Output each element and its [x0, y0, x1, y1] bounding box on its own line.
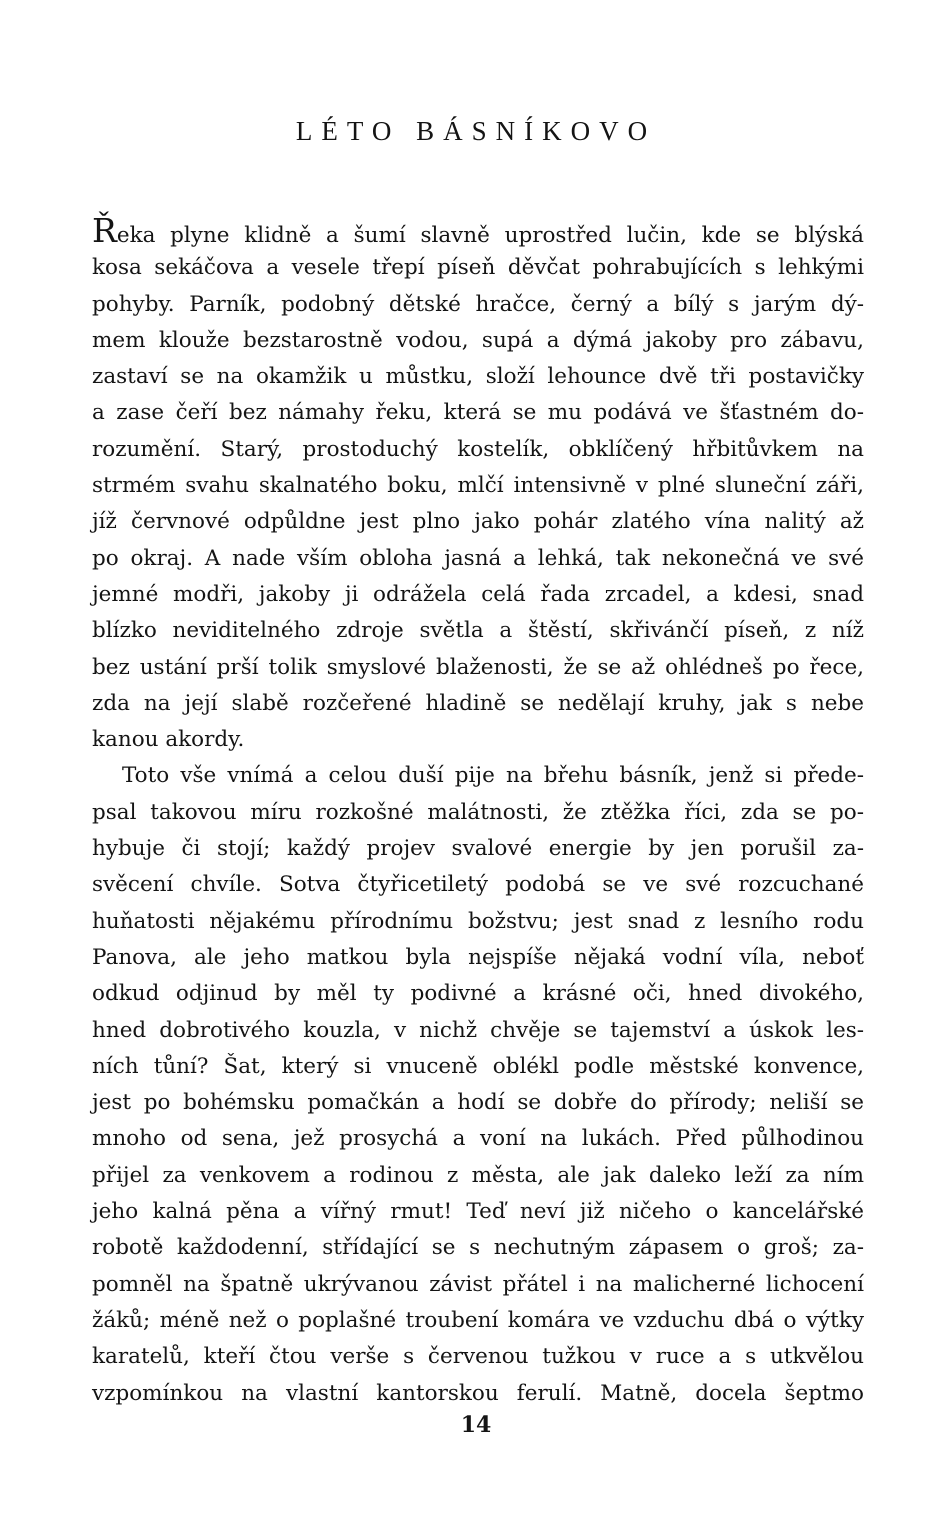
- text-line: mem klouže bezstarostně vodou, supá a dýmá jakoby pro zábavu,: [92, 327, 864, 353]
- text-line: kanou akordy.: [92, 727, 245, 753]
- body-text: [92, 211, 864, 1412]
- text-line: zastaví se na okamžik u můstku, složí lehounce dvě tři postavičky: [92, 364, 864, 390]
- text-line: jest po bohémsku pomačkán a hodí se dobře do přírody; neliší se: [92, 1090, 864, 1116]
- text-line: odkud odjinud by měl ty podivné a krásné oči, hned divokého,: [92, 981, 864, 1007]
- text-line: karatelů, kteří čtou verše s červenou tužkou v ruce a s utkvělou: [92, 1344, 864, 1370]
- text-line: svěcení chvíle. Sotva čtyřicetiletý podobá se ve své rozcuchané: [92, 872, 864, 898]
- text-line: rozumění. Starý, prostoduchý kostelík, obklíčený hřbitůvkem na: [92, 436, 864, 462]
- text-line: bez ustání prší tolik smyslové blaženosti, že se až ohlédneš po řece,: [92, 654, 864, 680]
- text-line: vzpomínkou na vlastní kantorskou ferulí. Matně, docela šeptmo: [92, 1380, 864, 1406]
- text-line: jíž červnové odpůldne jest plno jako pohár zlatého vína nalitý až: [92, 509, 864, 535]
- text-line: ních tůní? Šat, který si vnuceně oblékl podle městské konvence,: [92, 1053, 864, 1079]
- page-number: 14: [460, 1412, 492, 1438]
- text-line: mnoho od sena, jež prosychá a voní na lukách. Před půlhodinou: [92, 1126, 864, 1152]
- text-line: žáků; méně než o poplašné troubení komára ve vzduchu dbá o výtky: [92, 1307, 864, 1333]
- text-line: přijel za venkovem a rodinou z města, ale jak daleko leží za ním: [92, 1162, 864, 1188]
- text-line: Toto vše vnímá a celou duší pije na břehu básník, jenž si přede-: [122, 763, 864, 789]
- text-line: hybuje či stojí; každý projev svalové energie by jen porušil za-: [92, 836, 864, 862]
- text-line: kosa sekáčova a vesele třepí píseň děvčat pohrabujících s lehkými: [92, 255, 864, 281]
- text-line-rest: eka plyne klidně a šumí slavně uprostřed lučin, kde se blýská: [116, 223, 864, 248]
- text-line: blízko neviditelného zdroje světla a štěstí, skřivánčí píseň, z níž: [92, 618, 864, 644]
- text-line: jeho kalná pěna a vířný rmut! Teď neví již ničeho o kancelářské: [92, 1199, 864, 1225]
- text-line: zda na její slabě rozčeřené hladině se nedělají kruhy, jak s nebe: [92, 690, 864, 716]
- chapter-title: LÉTO BÁSNÍKOVO: [295, 116, 657, 146]
- text-line: jemné modři, jakoby ji odrážela celá řada zrcadel, a kdesi, snad: [92, 581, 864, 607]
- text-line: po okraj. A nade vším obloha jasná a lehká, tak nekonečná ve své: [92, 545, 864, 571]
- text-line: strmém svahu skalnatého boku, mlčí intensivně v plné sluneční záři,: [92, 473, 864, 499]
- text-line: [92, 211, 864, 250]
- drop-cap: Ř: [92, 211, 117, 250]
- text-line: pomněl na špatně ukrývanou závist přátel i na malicherné lichocení: [92, 1271, 864, 1297]
- text-line: pohyby. Parník, podobný dětské hračce, černý a bílý s jarým dý-: [92, 291, 864, 317]
- text-line: huňatosti nějakému přírodnímu božstvu; jest snad z lesního rodu: [92, 908, 864, 934]
- text-line: psal takovou míru rozkošné malátnosti, že ztěžka říci, zda se po-: [92, 799, 864, 825]
- text-line: a zase čeří bez námahy řeku, která se mu podává ve šťastném do-: [92, 400, 864, 426]
- text-line: Panova, ale jeho matkou byla nejspíše nějaká vodní víla, neboť: [92, 944, 864, 970]
- text-line: hned dobrotivého kouzla, v nichž chvěje se tajemství a úskok les-: [92, 1017, 864, 1043]
- text-line: robotě každodenní, střídající se s nechutným zápasem o groš; za-: [92, 1235, 864, 1261]
